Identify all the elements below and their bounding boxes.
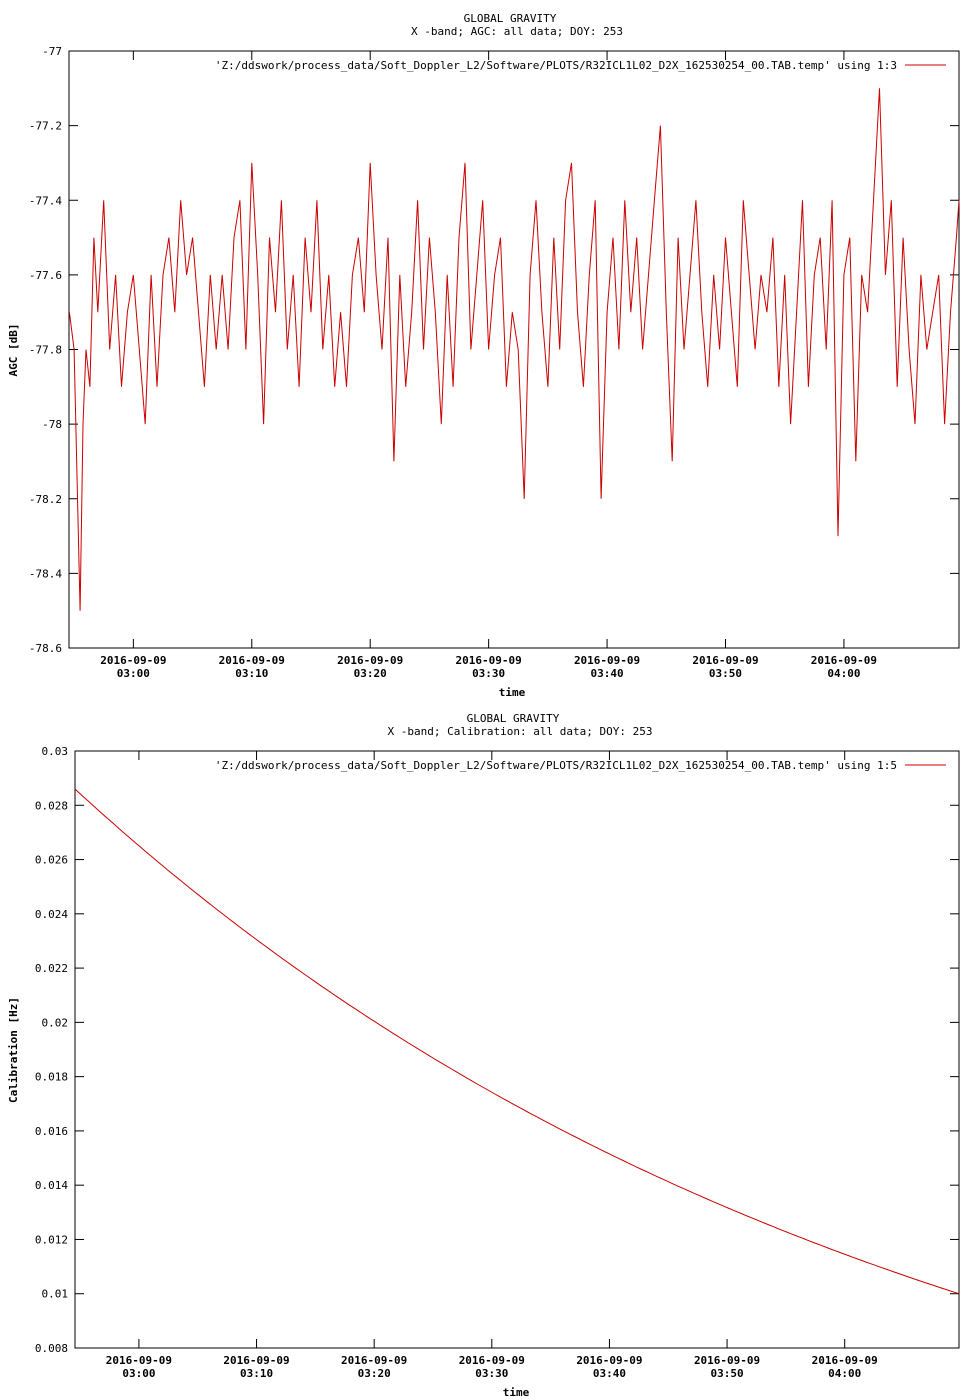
calibration-legend: [215, 759, 946, 772]
x-tick-label-time: 03:10: [235, 667, 269, 680]
x-tick-label-date: 2016-09-09: [576, 1354, 643, 1367]
y-tick-label: -77.2: [28, 119, 62, 133]
x-tick-label-time: 03:00: [116, 667, 150, 680]
calibration-x-axis-label: time: [502, 1386, 530, 1399]
y-tick-label: -78.4: [28, 567, 62, 581]
calibration-series-group: [75, 789, 959, 1294]
y-tick-label: 0.026: [34, 853, 68, 867]
y-tick-label: 0.02: [41, 1016, 68, 1030]
calibration-plot-frame: [75, 751, 959, 1348]
x-tick-label-date: 2016-09-09: [223, 1354, 290, 1367]
agc-series-group: [69, 88, 959, 610]
y-tick-label: -78.6: [28, 642, 62, 655]
y-tick-label: 0.03: [41, 745, 68, 758]
x-tick-label-date: 2016-09-09: [105, 1354, 173, 1367]
y-tick-label: 0.024: [34, 907, 68, 921]
x-tick-label-time: 03:40: [590, 667, 624, 680]
agc-chart-panel: [7, 12, 959, 699]
x-tick-label-time: 03:40: [592, 1367, 627, 1380]
y-tick-label: 0.014: [34, 1179, 68, 1193]
agc-chart-subtitle: X -band; AGC: all data; DOY: 253: [411, 25, 623, 38]
agc-chart-title: GLOBAL GRAVITY: [463, 12, 557, 25]
x-tick-label-time: 03:00: [122, 1367, 156, 1380]
agc-legend-label: 'Z:/ddswork/process_data/Soft_Doppler_L2/Software/PLOTS/R32ICL1L02_D2X_162530254_00.TAB.temp' using 1:3: [214, 59, 897, 72]
y-tick-label: -78: [42, 418, 62, 432]
y-tick-label: -77: [42, 45, 62, 58]
x-tick-label-date: 2016-09-09: [573, 654, 641, 667]
agc-x-axis-label: time: [498, 686, 526, 699]
calibration-axis-ticks: [35, 745, 959, 1380]
x-tick-label-time: 04:00: [828, 1367, 862, 1380]
x-tick-label-time: 03:50: [710, 1367, 744, 1380]
x-tick-label-time: 03:20: [353, 667, 387, 680]
x-tick-label-date: 2016-09-09: [693, 1354, 761, 1367]
calibration-chart-panel: [7, 712, 959, 1399]
x-tick-label-date: 2016-09-09: [337, 654, 404, 667]
y-tick-label: -77.8: [28, 343, 62, 357]
agc-series-line: [69, 88, 959, 610]
calibration-chart-subtitle: X -band; Calibration: all data; DOY: 253: [387, 725, 653, 738]
y-tick-label: 0.01: [41, 1287, 68, 1301]
y-tick-label: 0.022: [34, 962, 68, 976]
x-tick-label-date: 2016-09-09: [218, 654, 285, 667]
calibration-y-axis-label: Calibration [Hz]: [7, 997, 20, 1103]
x-tick-label-date: 2016-09-09: [810, 654, 878, 667]
x-tick-label-time: 03:10: [239, 1367, 274, 1380]
agc-plot-frame: [69, 51, 959, 648]
calibration-series-line: [75, 789, 959, 1294]
y-tick-label: 0.008: [34, 1342, 68, 1355]
y-tick-label: 0.028: [34, 799, 68, 813]
agc-legend: [215, 59, 946, 72]
x-tick-label-time: 03:20: [357, 1367, 391, 1380]
x-tick-label-date: 2016-09-09: [341, 1354, 408, 1367]
x-tick-label-date: 2016-09-09: [455, 654, 522, 667]
y-tick-label: -78.2: [28, 492, 62, 506]
y-tick-label: 0.016: [34, 1124, 68, 1138]
x-tick-label-time: 04:00: [827, 667, 861, 680]
y-tick-label: -77.4: [28, 194, 62, 208]
x-tick-label-date: 2016-09-09: [811, 1354, 878, 1367]
agc-y-axis-label: AGC [dB]: [7, 323, 20, 377]
x-tick-label-date: 2016-09-09: [458, 1354, 525, 1367]
agc-axis-ticks: [29, 45, 959, 680]
y-tick-label: 0.018: [34, 1070, 68, 1084]
x-tick-label-time: 03:30: [475, 1367, 509, 1380]
x-tick-label-time: 03:30: [472, 667, 506, 680]
x-tick-label-time: 03:50: [708, 667, 743, 680]
calibration-chart-title: GLOBAL GRAVITY: [466, 712, 560, 725]
x-tick-label-date: 2016-09-09: [100, 654, 167, 667]
x-tick-label-date: 2016-09-09: [692, 654, 759, 667]
calibration-legend-label: 'Z:/ddswork/process_data/Soft_Doppler_L2/Software/PLOTS/R32ICL1L02_D2X_162530254_00.TAB.temp' using 1:5: [214, 759, 897, 772]
y-tick-label: -77.6: [28, 268, 62, 282]
y-tick-label: 0.012: [34, 1233, 68, 1247]
